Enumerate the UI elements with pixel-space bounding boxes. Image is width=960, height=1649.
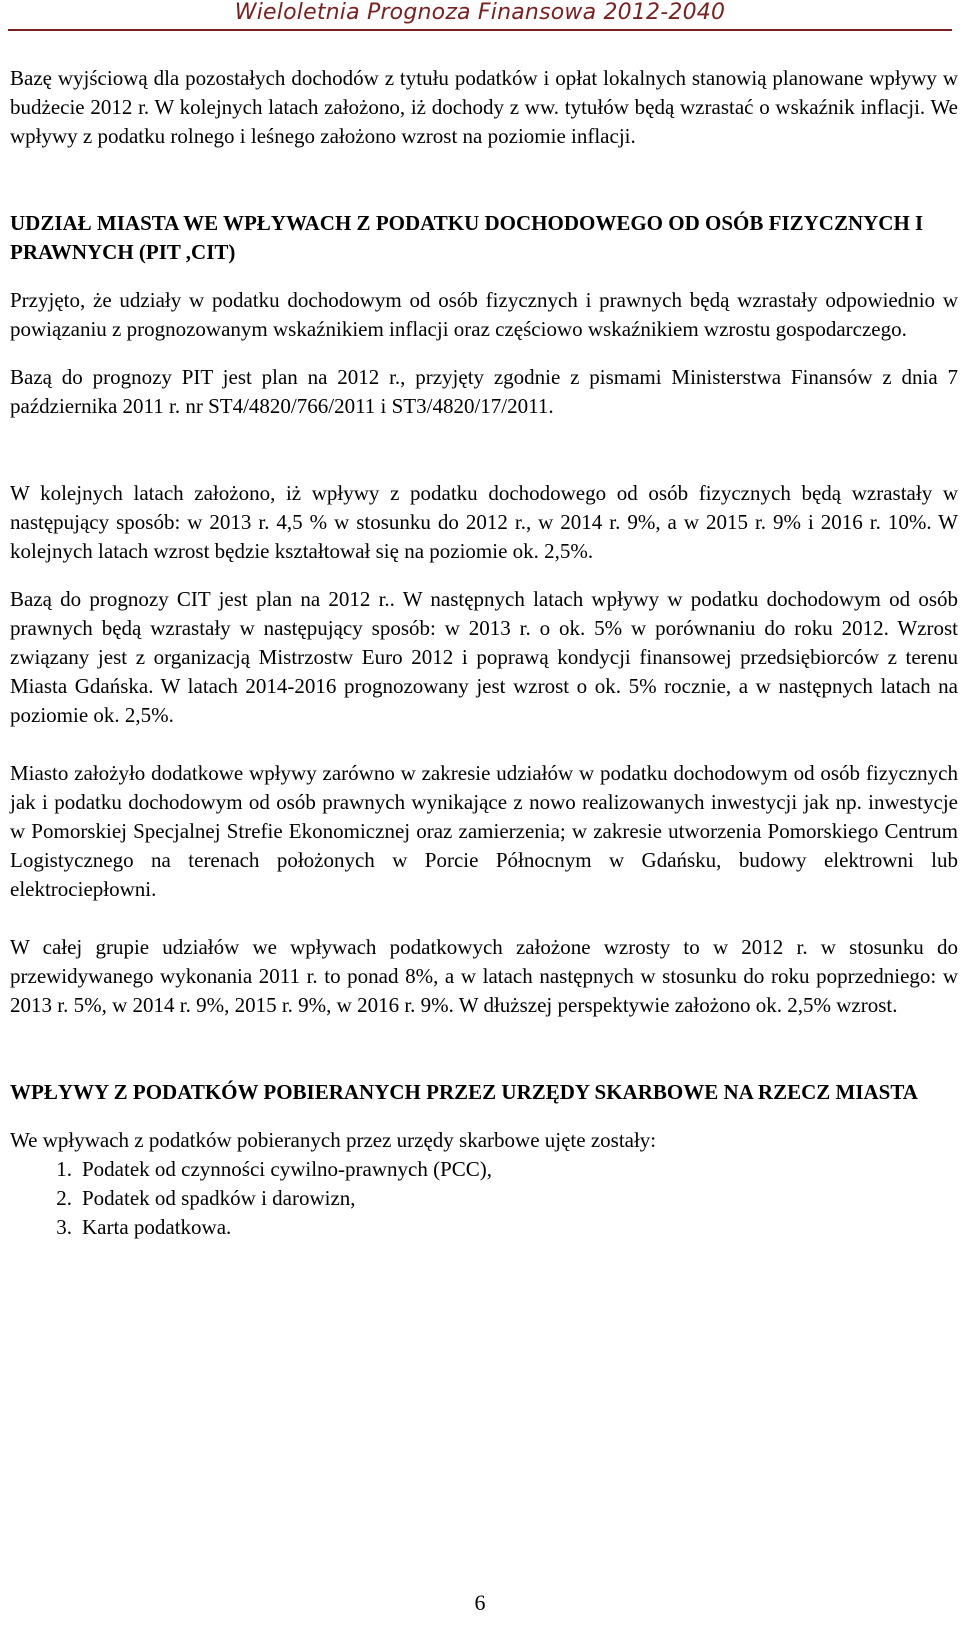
list-item-number: 1.	[56, 1157, 72, 1181]
list-item-text: Podatek od spadków i darowizn,	[82, 1186, 356, 1210]
list-item-number: 2.	[56, 1186, 72, 1210]
paragraph-tax-offices-intro: We wpływach z podatków pobieranych przez urzędy skarbowe ujęte zostały:	[10, 1128, 657, 1152]
paragraph-additional-revenue: Miasto założyło dodatkowe wpływy zarówno w zakresie udziałów w podatku dochodowym od osób fizycznych jak i podatku dochodowym od osób prawnych wynikające z nowo realizowanych inwestycji jak np. inwestycje w Pomorskiej Specjalnej Strefie Ekonomicznej oraz zamierzenia; w zakresie utworzenia Pomorskiego Centrum Logistycznego na terenach położonych w Porcie Północnym w Gdańsku, budowy elektrowni lub elektrociepłowni.	[10, 761, 958, 901]
paragraph-overall-growth: W całej grupie udziałów we wpływach podatkowych założone wzrosty to w 2012 r. w stosunku do przewidywanego wykonania 2011 r. to ponad 8%, a w latach następnych w stosunku do roku poprzedniego: w 2013 r. 5%, w 2014 r. 9%, 2015 r. 9%, w 2016 r. 9%. W dłuższej perspektywie założono ok. 2,5% wzrost.	[10, 935, 958, 1017]
paragraph-cit-base: Bazą do prognozy CIT jest plan na 2012 r.. W następnych latach wpływy w podatku dochodowym od osób prawnych będą wzrastały w następujący sposób: w 2013 r. o ok. 5% w porównaniu do roku 2012. Wzrost związany jest z organizacją Mistrzostw Euro 2012 i poprawą kondycji finansowej przedsiębiorców z terenu Miasta Gdańska. W latach 2014-2016 prognozowany jest wzrost o ok. 5% rocznie, a w następnych latach na poziomie ok. 2,5%.	[10, 587, 958, 727]
tax-list	[10, 1155, 958, 1242]
paragraph-pit-growth: W kolejnych latach założono, iż wpływy z podatku dochodowego od osób fizycznych będą wzrastały w następujący sposób: w 2013 r. 4,5 % w stosunku do 2012 r., w 2014 r. 9%, a w 2015 r. 9% i 2016 r. 10%. W kolejnych latach wzrost będzie kształtował się na poziomie ok. 2,5%.	[10, 481, 958, 563]
list-item-text: Karta podatkowa.	[82, 1215, 232, 1239]
list-item	[10, 1213, 958, 1242]
list-item-text: Podatek od czynności cywilno-prawnych (PCC),	[82, 1157, 493, 1181]
running-header-title: Wieloletnia Prognoza Finansowa 2012-2040	[234, 0, 726, 25]
paragraph-pit-base: Bazą do prognozy PIT jest plan na 2012 r., przyjęty zgodnie z pismami Ministerstwa Finansów z dnia 7 października 2011 r. nr ST4/4820/766/2011 i ST3/4820/17/2011.	[10, 365, 958, 418]
list-item-number: 3.	[56, 1215, 72, 1239]
paragraph-pit-cit-assumption: Przyjęto, że udziały w podatku dochodowym od osób fizycznych i prawnych będą wzrastały odpowiednio w powiązaniu z prognozowanym wskaźnikiem inflacji oraz częściowo wskaźnikiem wzrostu gospodarczego.	[10, 288, 958, 341]
header-divider	[8, 29, 952, 31]
section-heading-tax-offices: WPŁYWY Z PODATKÓW POBIERANYCH PRZEZ URZĘDY SKARBOWE NA RZECZ MIASTA	[10, 1080, 918, 1104]
page-number: 6	[474, 1590, 486, 1615]
intro-paragraph: Bazę wyjściową dla pozostałych dochodów z tytułu podatków i opłat lokalnych stanowią planowane wpływy w budżecie 2012 r. W kolejnych latach założono, iż dochody z ww. tytułów będą wzrastać o wskaźnik inflacji. We wpływy z podatku rolnego i leśnego założono wzrost na poziomie inflacji.	[10, 66, 958, 148]
list-item	[10, 1184, 958, 1213]
list-item	[10, 1155, 958, 1184]
section-heading-pit-cit: UDZIAŁ MIASTA WE WPŁYWACH Z PODATKU DOCHODOWEGO OD OSÓB FIZYCZNYCH I PRAWNYCH (PIT ,CIT)	[10, 211, 924, 264]
page-body	[10, 64, 958, 1242]
